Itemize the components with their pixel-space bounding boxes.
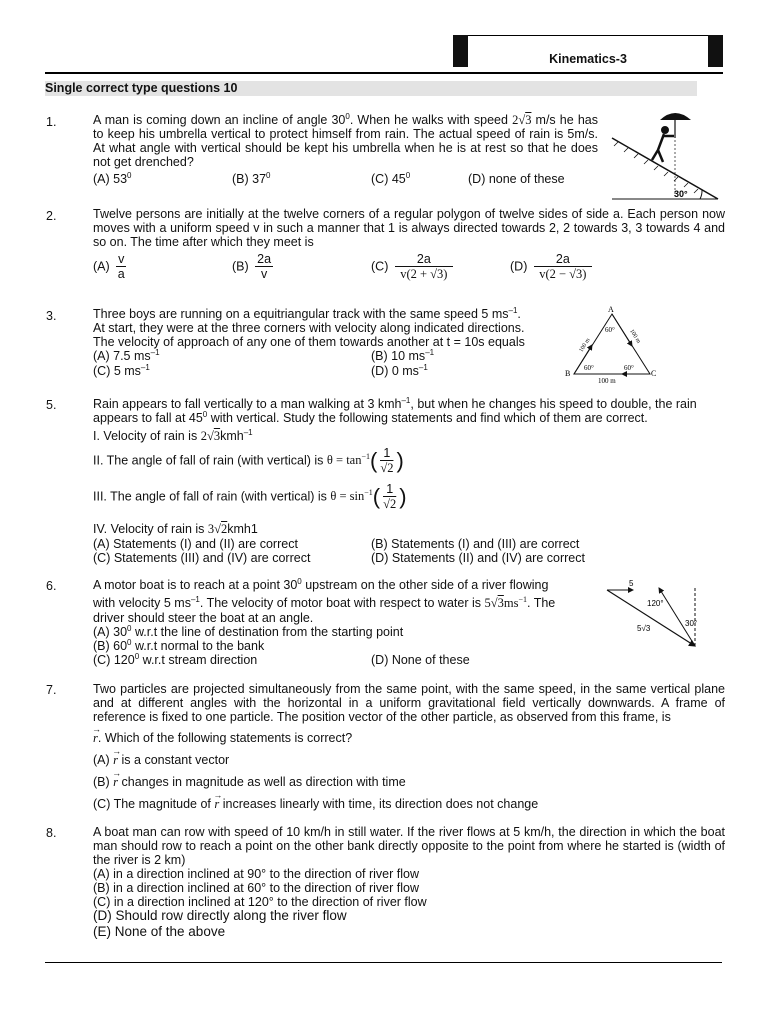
- question-number: 8.: [46, 826, 57, 840]
- header-rule: [45, 72, 723, 74]
- svg-text:30°: 30°: [685, 619, 698, 628]
- question-6-line2: with velocity 5 $ms^{-1}$. The velocity of motor boat with respect to water is $5√3ms^{-1}$. The: [93, 595, 556, 610]
- option-c: (C) $45^0$: [371, 171, 411, 186]
- statement-3: III. The angle of fall of rain (with vertical) is $\theta = \sin^{-1}$( $\frac{1}{√2}$ ): [93, 482, 407, 511]
- footer-rule: [45, 962, 722, 963]
- option-c: (C) in a direction inclined at 120° to the direction of river flow: [93, 895, 427, 909]
- incline-umbrella-figure: [608, 106, 724, 202]
- question-7-text: Two particles are projected simultaneously from the same point, with the same speed, in the same vertical plane and at different angles with the horizontal in a uniform gravitational field vertically downwards. A frame of reference is fixed to one particle. The position vector of the other particle, as observed from this frame, is: [93, 682, 725, 724]
- svg-text:60°: 60°: [624, 364, 634, 372]
- svg-text:5√3: 5√3: [637, 624, 651, 633]
- option-d: (D) $\frac{2a}{v(2 - √3)}$: [510, 252, 595, 282]
- question-3-line1: Three boys are running on a equitriangular track with the same speed 5 $ms^{-1}$.: [93, 306, 521, 321]
- equilateral-track-figure: [562, 304, 662, 386]
- svg-text:A: A: [608, 305, 614, 314]
- option-a: (A) $30^0$ w.r.t the line of destination from the starting point: [93, 624, 404, 639]
- option-b: (B) Statements (I) and (III) are correct: [371, 537, 580, 551]
- option-c: (C) $120^0$ w.r.t stream direction: [93, 652, 258, 667]
- question-7-line4: → r. Which of the following statements is correct?: [93, 731, 352, 745]
- svg-text:100 m: 100 m: [578, 337, 592, 354]
- boat-vector-figure: [605, 576, 701, 650]
- option-b: (B) 10 $ms^{-1}$: [371, 348, 435, 363]
- question-number: 1.: [46, 115, 57, 129]
- statement-1: I. Velocity of rain is 2√3kmh$^{-1}$: [93, 428, 253, 443]
- svg-text:120°: 120°: [647, 599, 664, 608]
- question-number: 2.: [46, 209, 57, 223]
- question-3-line3: The velocity of approach of any one of them towards another at t = 10s equals: [93, 335, 525, 349]
- option-a: (A) → r is a constant vector: [93, 753, 229, 767]
- option-a: (A) Statements (I) and (II) are correct: [93, 537, 298, 551]
- option-d: (D) Should row directly along the river flow: [93, 908, 347, 923]
- option-b: (B) in a direction inclined at 60° to the direction of river flow: [93, 881, 419, 895]
- question-2-text: Twelve persons are initially at the twelve corners of a regular polygon of twelve sides of side a. Each person now moves with a uniform speed v in such a manner that 1 is always directed towards 2, 2 towards 3, 3 towards 4 and so on. The time after which they meet is: [93, 207, 725, 249]
- option-d: (D) None of these: [371, 653, 470, 667]
- question-number: 7.: [46, 683, 57, 697]
- question-number: 5.: [46, 398, 57, 412]
- question-5-line1: Rain appears to fall vertically to a man walking at 3 kmh$^{-1}$, but when he changes his speed to double, the rain: [93, 396, 697, 411]
- question-3-line2: At start, they were at the three corners with velocity along indicated directions.: [93, 321, 525, 335]
- option-d: (D) Statements (II) and (IV) are correct: [371, 551, 585, 565]
- svg-text:60°: 60°: [605, 326, 615, 334]
- svg-text:100 m: 100 m: [628, 328, 642, 345]
- option-a: (A) $53^0$: [93, 171, 132, 186]
- question-8-text: A boat man can row with speed of 10 km/h in still water. If the river flows at 5 km/h, the direction in which the boat man should row to reach a point on the other bank directly opposite to the point from where he started is (width of the river is 2 km): [93, 825, 725, 867]
- option-c: (C) 5 $ms^{-1}$: [93, 363, 150, 378]
- option-b: (B) → r changes in magnitude as well as direction with time: [93, 775, 406, 789]
- option-c: (C) The magnitude of → r increases linearly with time, its direction does not change: [93, 797, 538, 811]
- question-1-text: A man is coming down an incline of angle $30^0$. When he walks with speed 2√3 m/s he has to keep his umbrella vertical to protect himself from rain. The actual speed of rain is 5m/s. At what angle with vertical should be kept his umbrella when he is at rest so that he does not get drenched?: [93, 112, 598, 169]
- svg-text:C: C: [651, 369, 657, 378]
- svg-text:B: B: [565, 369, 571, 378]
- question-5-line2: appears to fall at $45^0$ with vertical. Study the following statements and find which of them are correct.: [93, 410, 648, 425]
- option-b: (B) $37^0$: [232, 171, 271, 186]
- option-d: (D) 0 $ms^{-1}$: [371, 363, 428, 378]
- svg-text:5: 5: [629, 579, 634, 588]
- question-6-line1: A motor boat is to reach at a point $30^0$ upstream on the other side of a river flowing: [93, 577, 549, 592]
- option-a: (A) in a direction inclined at 90° to the direction of river flow: [93, 867, 419, 881]
- option-d: (D) none of these: [468, 172, 565, 186]
- section-title: Single correct type questions 10: [45, 81, 697, 96]
- svg-text:100 m: 100 m: [598, 377, 616, 385]
- page-title: Kinematics-3: [549, 52, 627, 66]
- header-block-left: [453, 35, 468, 67]
- option-e: (E) None of the above: [93, 924, 226, 939]
- option-c: (C) $\frac{2a}{v(2 + √3)}$: [371, 252, 456, 282]
- statement-4: IV. Velocity of rain is 3√2kmh1: [93, 522, 258, 536]
- option-a: (A) 7.5 $ms^{-1}$: [93, 348, 160, 363]
- svg-text:30°: 30°: [674, 189, 688, 199]
- question-6-line3: driver should steer the boat at an angle.: [93, 611, 314, 625]
- option-b: (B) $\frac{2a}{v}$: [232, 252, 272, 281]
- statement-2: II. The angle of fall of rain (with vertical) is $\theta = \tan^{-1}$( $\frac{1}{√2}$ ): [93, 446, 404, 475]
- svg-text:60°: 60°: [584, 364, 594, 372]
- option-c: (C) Statements (III) and (IV) are correct: [93, 551, 311, 565]
- option-a: (A) $\frac{v}{a}$: [93, 252, 125, 281]
- question-number: 6.: [46, 579, 57, 593]
- header-block-right: [708, 35, 723, 67]
- option-b: (B) $60^0$ w.r.t normal to the bank: [93, 638, 265, 653]
- question-number: 3.: [46, 309, 57, 323]
